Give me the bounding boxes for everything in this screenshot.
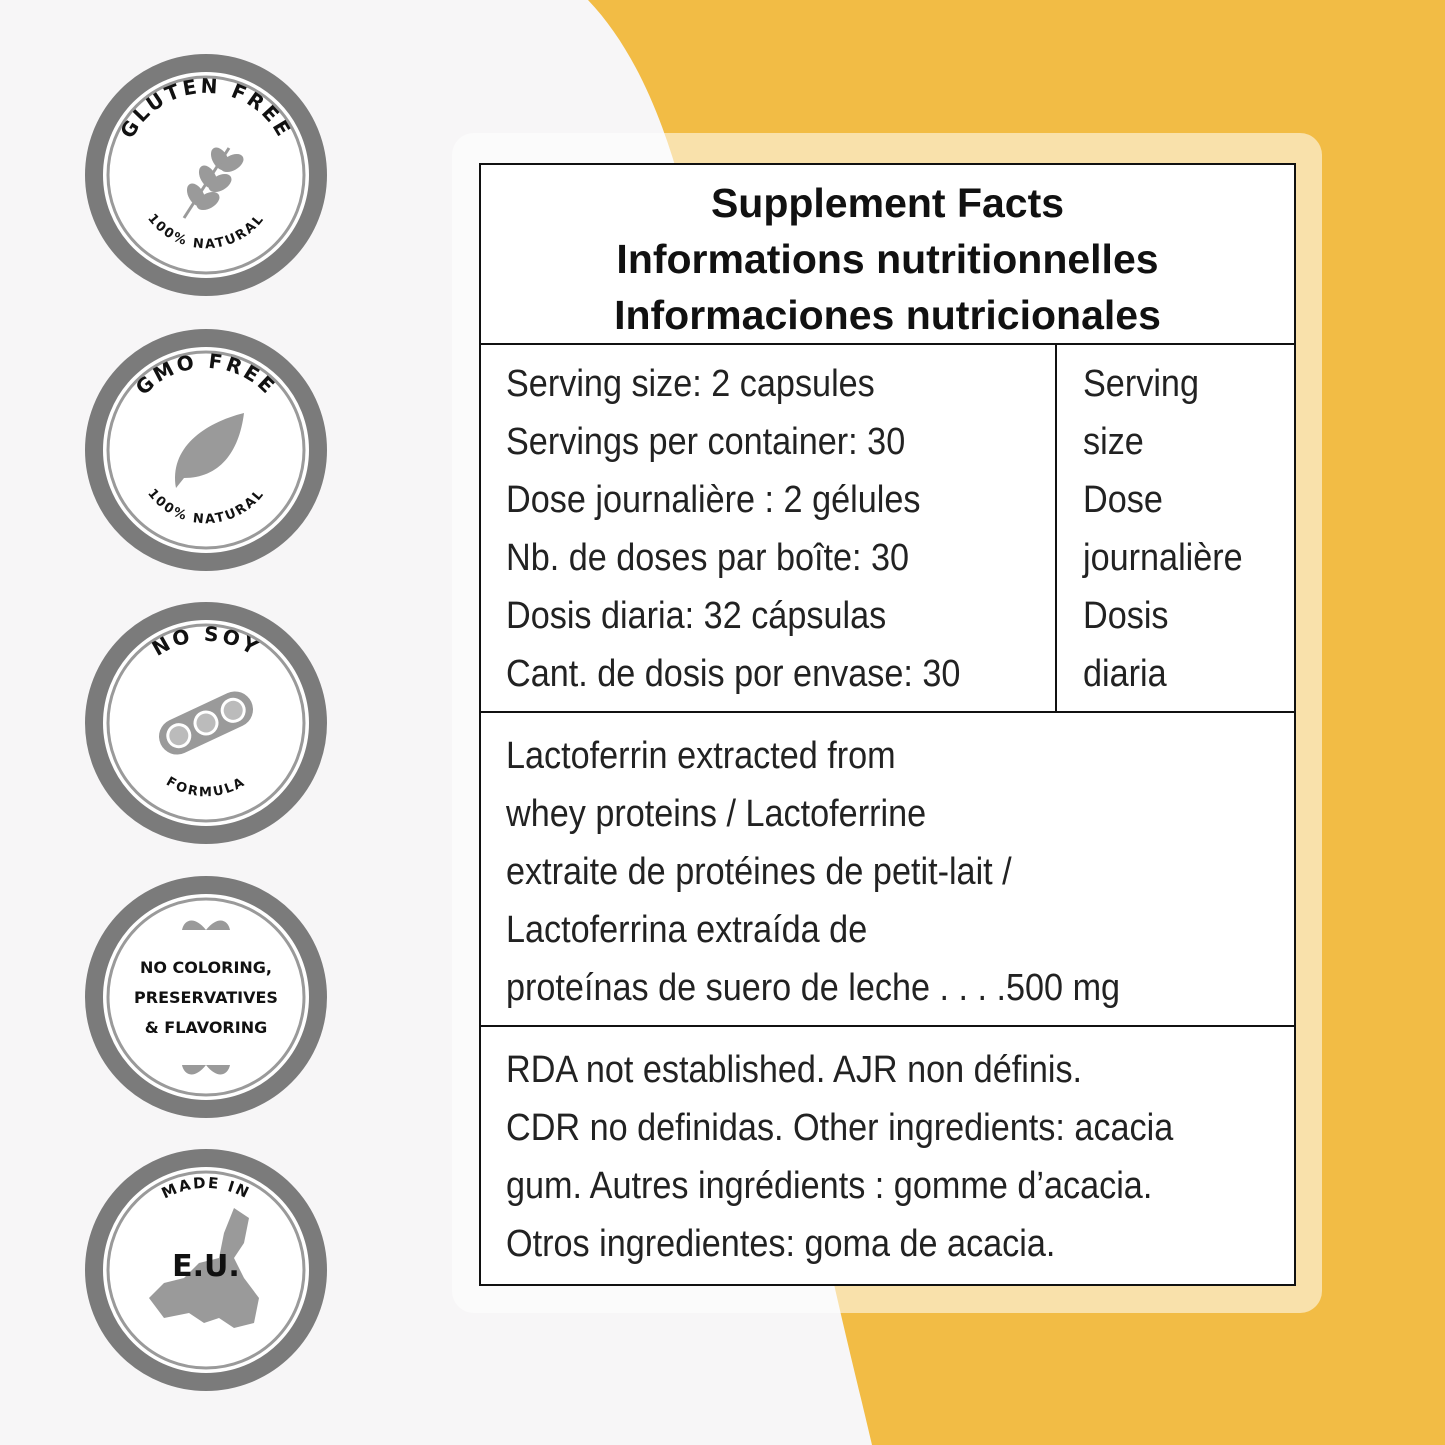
svg-text:100% NATURAL: 100% NATURAL xyxy=(144,211,268,253)
ingredient-line: Lactoferrin extracted from xyxy=(506,735,896,777)
serving-line: Dose journalière : 2 gélules xyxy=(506,479,921,521)
serving-header-line: Serving xyxy=(1083,363,1199,405)
svg-text:PRESERVATIVES: PRESERVATIVES xyxy=(134,988,278,1007)
serving-header-line: diaria xyxy=(1083,653,1167,695)
serving-row xyxy=(481,345,1294,713)
notes-line: RDA not established. AJR non définis. xyxy=(506,1049,1083,1091)
ingredient-line: whey proteins / Lactoferrine xyxy=(506,793,927,835)
serving-line: Dosis diaria: 32 cápsulas xyxy=(506,595,887,637)
svg-text:NO COLORING,: NO COLORING, xyxy=(139,958,273,977)
svg-text:GMO FREE: GMO FREE xyxy=(130,348,282,400)
serving-header-line: size xyxy=(1083,421,1144,463)
ingredient-line: extraite de protéines de petit-lait / xyxy=(506,851,1012,893)
svg-text:FORMULA: FORMULA xyxy=(163,774,249,801)
title-fr: Informations nutritionnelles xyxy=(616,236,1159,282)
notes-line: Otros ingredientes: goma de acacia. xyxy=(506,1223,1056,1265)
svg-text:NO SOY: NO SOY xyxy=(147,621,265,661)
supplement-facts-table xyxy=(479,163,1296,1286)
serving-header xyxy=(1057,345,1294,711)
svg-text:MADE IN: MADE IN xyxy=(158,1173,254,1203)
ingredient-line: proteínas de suero de leche . . . .500 mg xyxy=(506,967,1121,1009)
serving-line: Nb. de doses par boîte: 30 xyxy=(506,537,910,579)
svg-text:E.U.: E.U. xyxy=(172,1249,240,1284)
gluten-free-badge xyxy=(84,53,328,297)
serving-header-line: journalière xyxy=(1083,537,1243,579)
serving-header-line: Dosis xyxy=(1083,595,1169,637)
serving-line: Servings per container: 30 xyxy=(506,421,906,463)
serving-line: Cant. de dosis por envase: 30 xyxy=(506,653,961,695)
made-in-eu-badge xyxy=(84,1148,328,1392)
notes-row xyxy=(481,1027,1294,1273)
no-soy-badge xyxy=(84,601,328,845)
title-en: Supplement Facts xyxy=(710,180,1065,226)
serving-info xyxy=(481,345,1057,711)
serving-header-line: Dose xyxy=(1083,479,1163,521)
serving-line: Serving size: 2 capsules xyxy=(506,363,875,405)
notes-line: gum. Autres ingrédients : gomme d’acacia. xyxy=(506,1165,1153,1207)
svg-text:100% NATURAL: 100% NATURAL xyxy=(144,486,268,528)
facts-title xyxy=(481,165,1294,345)
svg-text:& FLAVORING: & FLAVORING xyxy=(144,1018,268,1037)
no-additives-badge xyxy=(84,875,328,1119)
ingredient-row xyxy=(481,713,1294,1027)
notes-line: CDR no definidas. Other ingredients: acacia xyxy=(506,1107,1174,1149)
svg-text:GLUTEN FREE: GLUTEN FREE xyxy=(115,73,297,143)
gmo-free-badge xyxy=(84,328,328,572)
title-es: Informaciones nutricionales xyxy=(614,292,1161,338)
ingredient-line: Lactoferrina extraída de xyxy=(506,909,868,951)
